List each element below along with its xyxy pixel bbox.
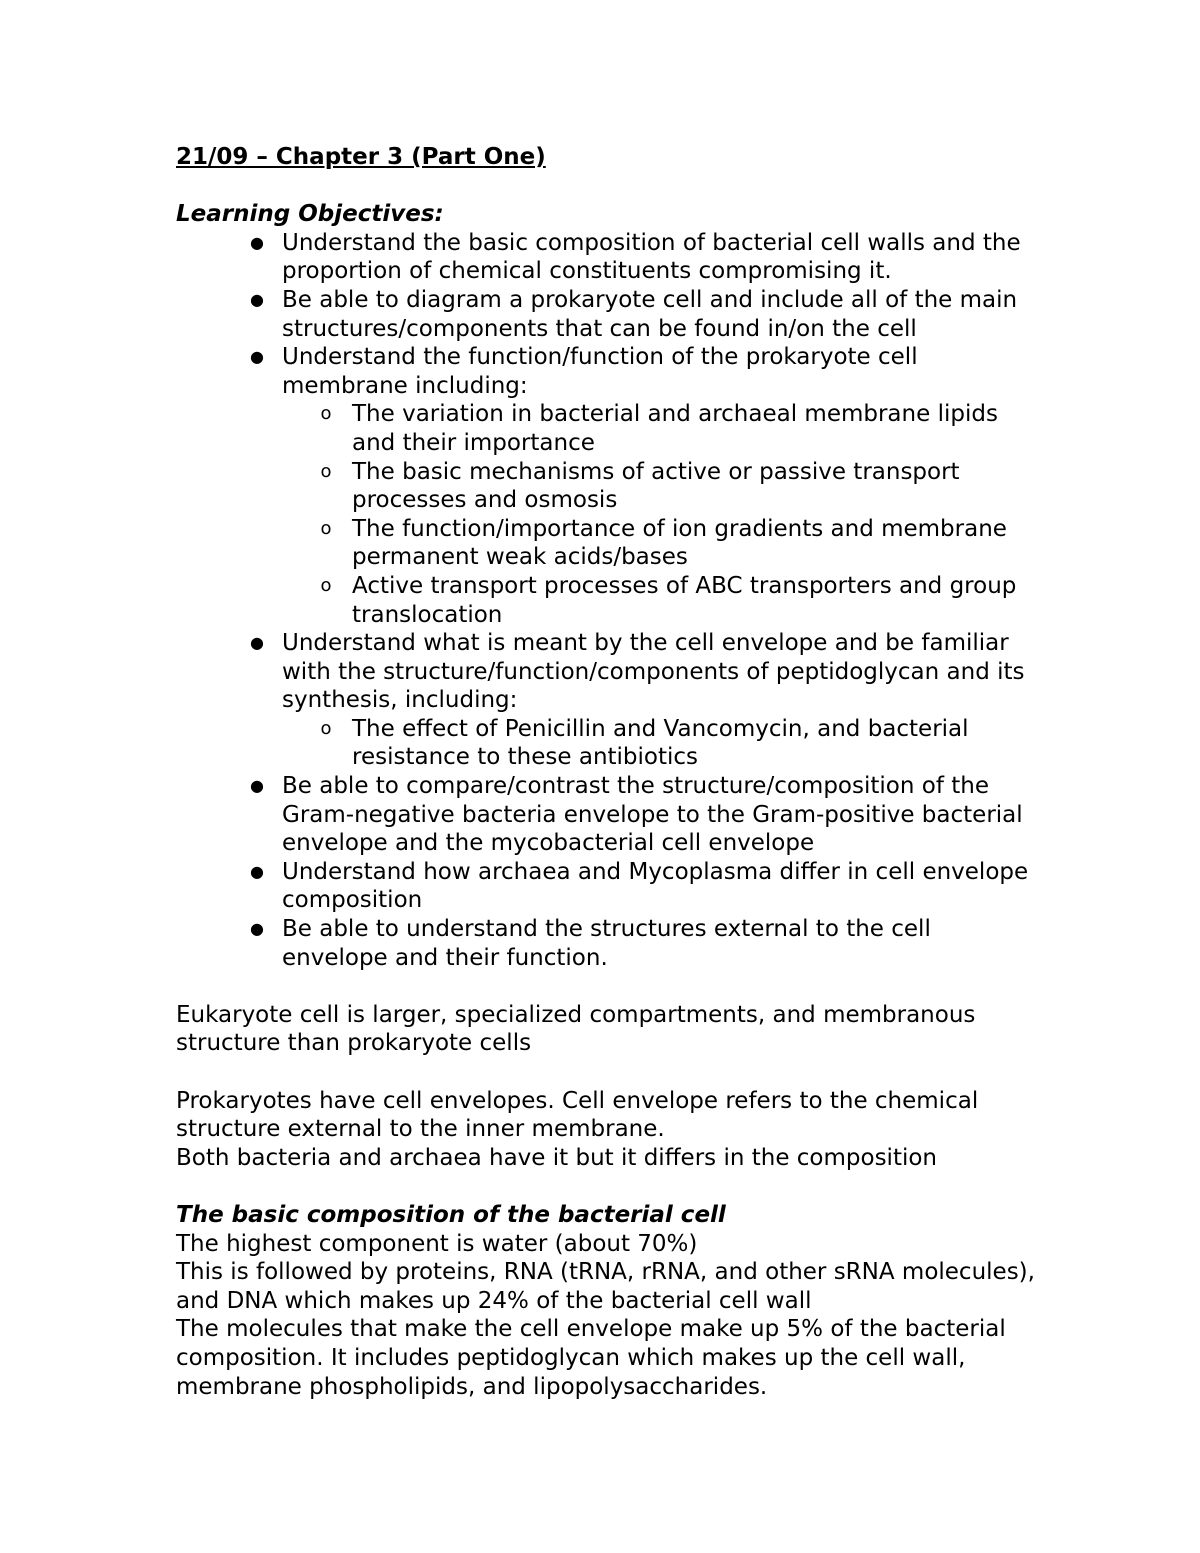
sub-list-item-text: The variation in bacterial and archaeal membrane lipids and their importance: [352, 401, 998, 456]
bullet-icon: ●: [250, 919, 264, 939]
sub-list: [282, 400, 1036, 629]
sub-bullet-icon: o: [320, 717, 332, 739]
composition-line: The molecules that make the cell envelope make up 5% of the bacterial composition. It includes peptidoglycan which makes up the cell wall, membrane phospholipids, and lipopolysaccharides.: [176, 1316, 1006, 1400]
bullet-icon: ●: [250, 347, 264, 367]
document-page: [176, 143, 1036, 1401]
list-item: [250, 858, 1036, 915]
list-item: [250, 915, 1036, 972]
sub-list-item: [320, 458, 1036, 515]
sub-list-item-text: Active transport processes of ABC transporters and group translocation: [352, 572, 1017, 628]
page-title: 21/09 – Chapter 3 (Part One): [176, 144, 546, 170]
sub-bullet-icon: o: [320, 403, 332, 425]
list-item: [250, 629, 1036, 772]
list-item-text: Understand what is meant by the cell envelope and be familiar with the structure/function/components of peptidoglycan and its synthesis, including:: [282, 630, 1025, 714]
composition-heading: The basic composition of the bacterial cell: [176, 1201, 726, 1228]
sub-list-item-text: The function/importance of ion gradients and membrane permanent weak acids/bases: [352, 515, 1007, 571]
sub-list-item: [320, 515, 1036, 572]
sub-list-item: [320, 715, 1036, 772]
envelope-paragraph: Prokaryotes have cell envelopes. Cell envelope refers to the chemical structure external to the inner membrane.: [176, 1087, 979, 1143]
eukaryote-paragraph: Eukaryote cell is larger, specialized compartments, and membranous structure than prokaryote cells: [176, 1001, 976, 1057]
list-item: [250, 286, 1036, 343]
envelope-paragraph-2: Both bacteria and archaea have it but it differs in the composition: [176, 1144, 937, 1171]
sub-list: [282, 715, 1036, 772]
bullet-icon: ●: [250, 289, 264, 309]
sub-list-item: [320, 400, 1036, 457]
list-item-text: Understand the basic composition of bacterial cell walls and the proportion of chemical constituents compromising it.: [282, 229, 1021, 285]
list-item-text: Be able to diagram a prokaryote cell and include all of the main structures/components that can be found in/on the cell: [282, 286, 1018, 342]
composition-line: This is followed by proteins, RNA (tRNA, rRNA, and other sRNA molecules), and DNA which makes up 24% of the bacterial cell wall: [176, 1259, 1035, 1314]
list-item: [250, 343, 1036, 629]
composition-line: The highest component is water (about 70%): [176, 1230, 698, 1257]
bullet-icon: ●: [250, 633, 264, 653]
list-item-text: Understand how archaea and Mycoplasma differ in cell envelope composition: [282, 858, 1029, 914]
sub-list-item-text: The basic mechanisms of active or passive transport processes and osmosis: [352, 458, 960, 514]
sub-bullet-icon: o: [320, 460, 332, 482]
list-item-text: Be able to understand the structures external to the cell envelope and their function.: [282, 916, 931, 971]
objectives-list: [176, 229, 1036, 972]
bullet-icon: ●: [250, 776, 264, 796]
list-item: [250, 229, 1036, 286]
list-item-text: Understand the function/function of the prokaryote cell membrane including:: [282, 344, 918, 399]
objectives-heading: Learning Objectives:: [176, 201, 444, 228]
sub-list-item-text: The effect of Penicillin and Vancomycin, and bacterial resistance to these antibiotics: [352, 715, 969, 771]
list-item: [250, 772, 1036, 858]
list-item-text: Be able to compare/contrast the structure/composition of the Gram-negative bacteria envelope to the Gram-positive bacterial envelope and the mycobacterial cell envelope: [282, 773, 1023, 857]
sub-list-item: [320, 572, 1036, 629]
bullet-icon: ●: [250, 861, 264, 881]
sub-bullet-icon: o: [320, 517, 332, 539]
bullet-icon: ●: [250, 232, 264, 252]
sub-bullet-icon: o: [320, 574, 332, 596]
